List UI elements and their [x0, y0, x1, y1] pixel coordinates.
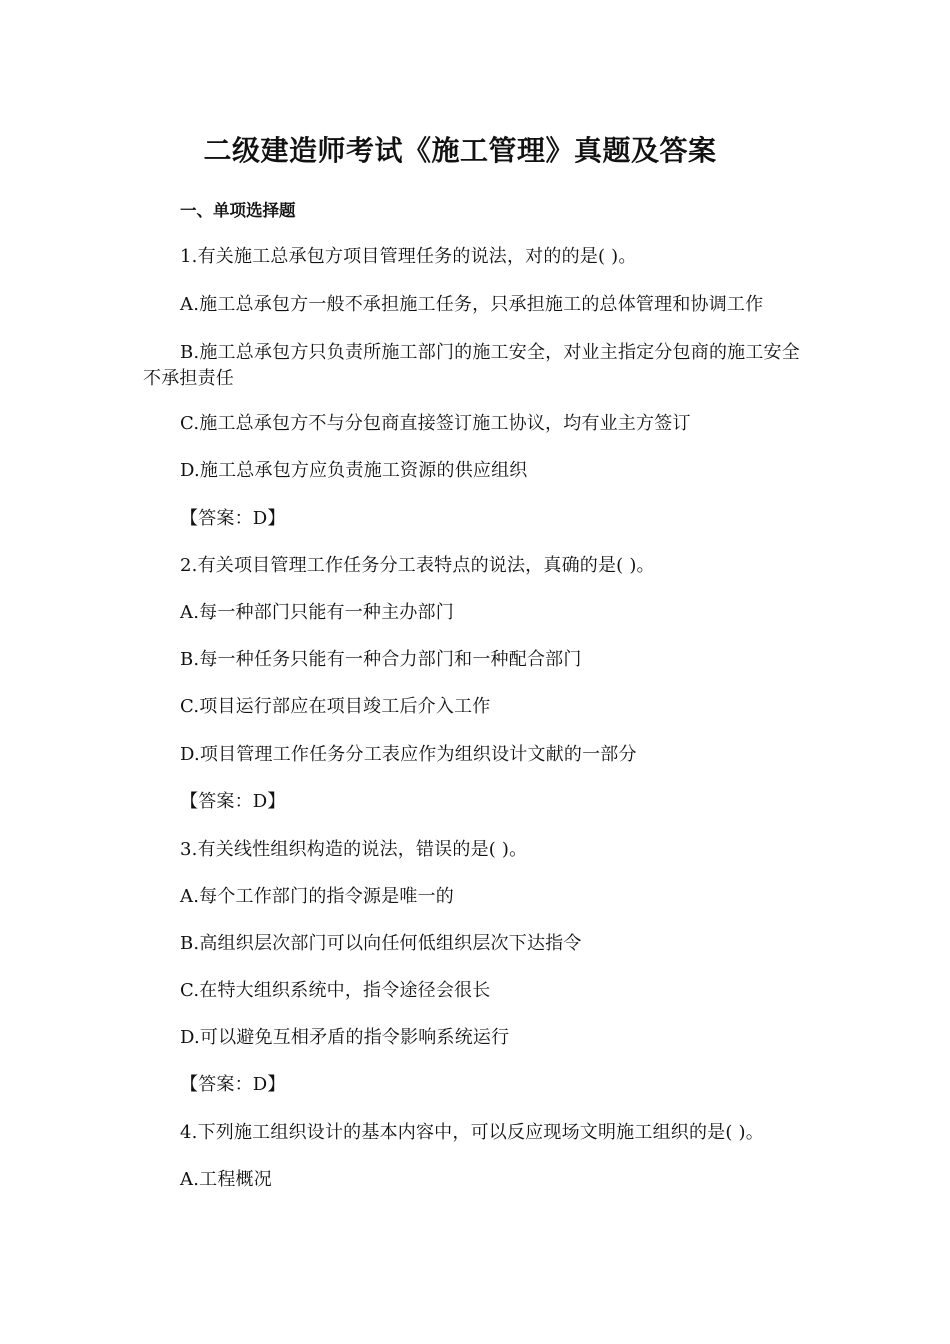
- question-3-option-d: D.可以避免互相矛盾的指令影响系统运行: [180, 1027, 510, 1048]
- question-2-stem: 2.有关项目管理工作任务分工表特点的说法，真确的是( )。: [180, 555, 655, 576]
- document-title: 二级建造师考试《施工管理》真题及答案: [203, 134, 717, 167]
- section-heading: 一、单项选择题: [180, 201, 296, 220]
- question-2-option-b: B.每一种任务只能有一种合力部门和一种配合部门: [180, 649, 582, 670]
- question-4-stem: 4.下列施工组织设计的基本内容中，可以反应现场文明施工组织的是( )。: [180, 1122, 764, 1143]
- question-1-option-d: D.施工总承包方应负责施工资源的供应组织: [180, 460, 528, 481]
- question-2-option-d: D.项目管理工作任务分工表应作为组织设计文献的一部分: [180, 744, 637, 765]
- question-4-option-a: A.工程概况: [180, 1169, 272, 1190]
- question-1-option-a: A.施工总承包方一般不承担施工任务，只承担施工的总体管理和协调工作: [180, 294, 764, 315]
- question-1-stem: 1.有关施工总承包方项目管理任务的说法，对的的是( )。: [180, 246, 637, 267]
- question-1-answer: 【答案：D】: [180, 508, 286, 529]
- question-2-answer: 【答案：D】: [180, 791, 286, 812]
- question-3-answer: 【答案：D】: [180, 1074, 286, 1095]
- question-2-option-c: C.项目运行部应在项目竣工后介入工作: [180, 696, 491, 717]
- question-3-option-c: C.在特大组织系统中，指令途径会很长: [180, 980, 491, 1001]
- question-1-option-b: B.施工总承包方只负责所施工部门的施工安全，对业主指定分包商的施工安全不承担责任: [143, 342, 800, 389]
- question-3-stem: 3.有关线性组织构造的说法，错误的是( )。: [180, 839, 528, 860]
- question-3-option-a: A.每个工作部门的指令源是唯一的: [180, 886, 454, 907]
- question-3-option-b: B.高组织层次部门可以向任何低组织层次下达指令: [180, 933, 582, 954]
- question-2-option-a: A.每一种部门只能有一种主办部门: [180, 602, 454, 623]
- question-1-option-c: C.施工总承包方不与分包商直接签订施工协议，均有业主方签订: [180, 413, 691, 434]
